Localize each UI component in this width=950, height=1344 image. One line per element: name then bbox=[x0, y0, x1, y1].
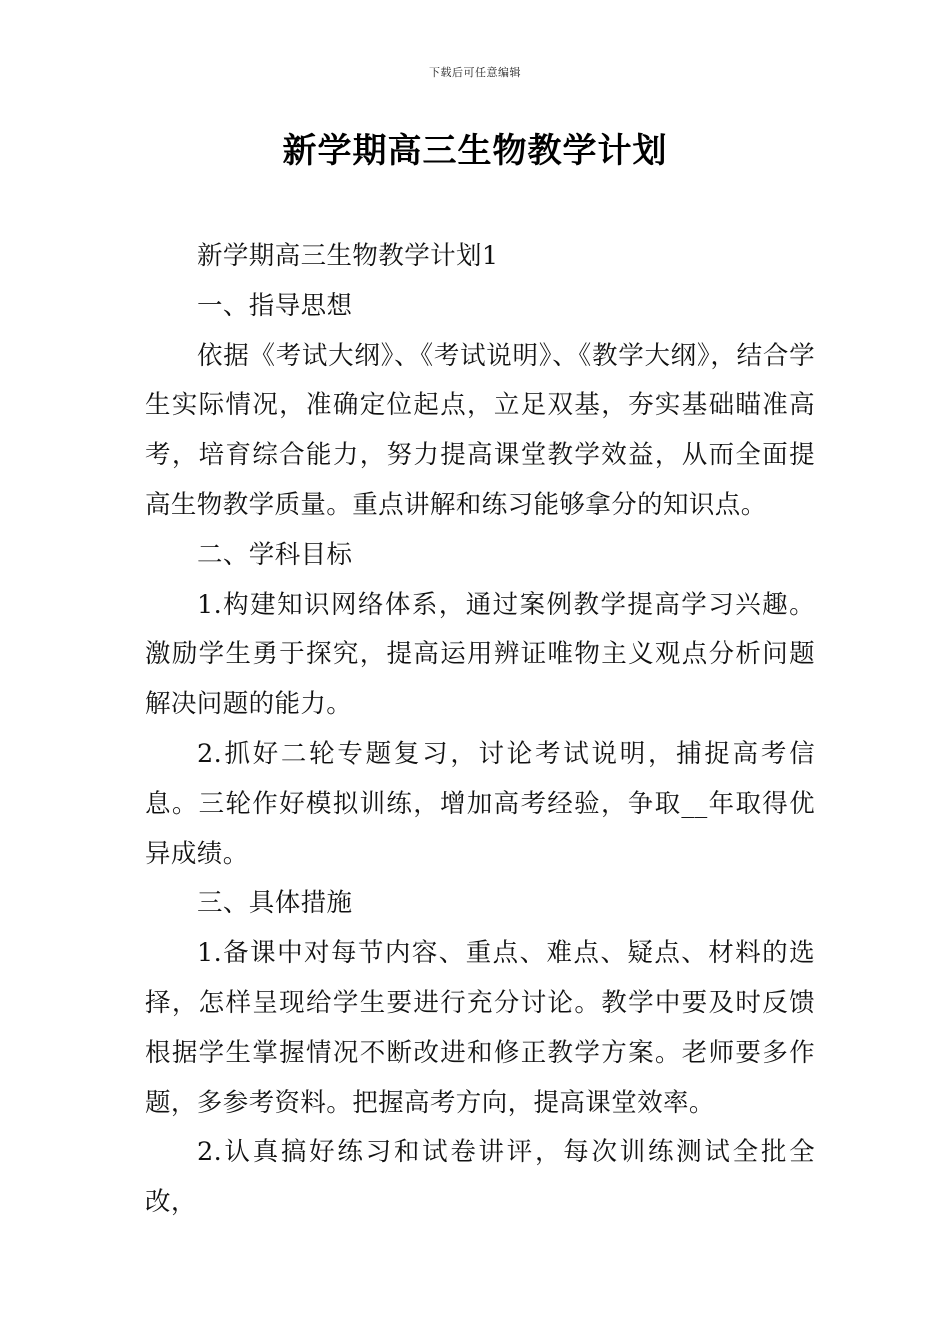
header-note: 下载后可任意编辑 bbox=[429, 66, 521, 79]
paragraph-measure-1: 1.备课中对每节内容、重点、难点、疑点、材料的选择，怎样呈现给学生要进行充分讨论。教学中要及时反馈根据学生掌握情况不断改进和修正教学方案。老师要多作题，多参考资料。把握高考方向，提高课堂效率。 bbox=[145, 938, 815, 1118]
section-heading-subject-goals: 二、学科目标 bbox=[197, 539, 353, 570]
section-heading-measures: 三、具体措施 bbox=[197, 888, 353, 919]
paragraph-goal-1: 1.构建知识网络体系，通过案例教学提高学习兴趣。激励学生勇于探究，提高运用辨证唯物主义观点分析问题解决问题的能力。 bbox=[145, 589, 815, 720]
paragraph-measure-2: 2.认真搞好练习和试卷讲评，每次训练测试全批全改， bbox=[145, 1137, 815, 1218]
paragraph-goal-2: 2.抓好二轮专题复习，讨论考试说明，捕捉高考信息。三轮作好模拟训练，增加高考经验，争取__年取得优异成绩。 bbox=[145, 738, 815, 869]
section-heading-guiding-ideology: 一、指导思想 bbox=[197, 290, 353, 321]
paragraph-guiding-ideology: 依据《考试大纲》、《考试说明》、《教学大纲》，结合学生实际情况，准确定位起点，立足双基，夯实基础瞄准高考，培育综合能力，努力提高课堂教学效益，从而全面提高生物教学质量。重点讲解和练习能够拿分的知识点。 bbox=[145, 340, 815, 520]
document-title: 新学期高三生物教学计划 bbox=[282, 131, 668, 171]
document-body bbox=[145, 232, 815, 1228]
section-heading-plan: 新学期高三生物教学计划1 bbox=[197, 241, 499, 271]
